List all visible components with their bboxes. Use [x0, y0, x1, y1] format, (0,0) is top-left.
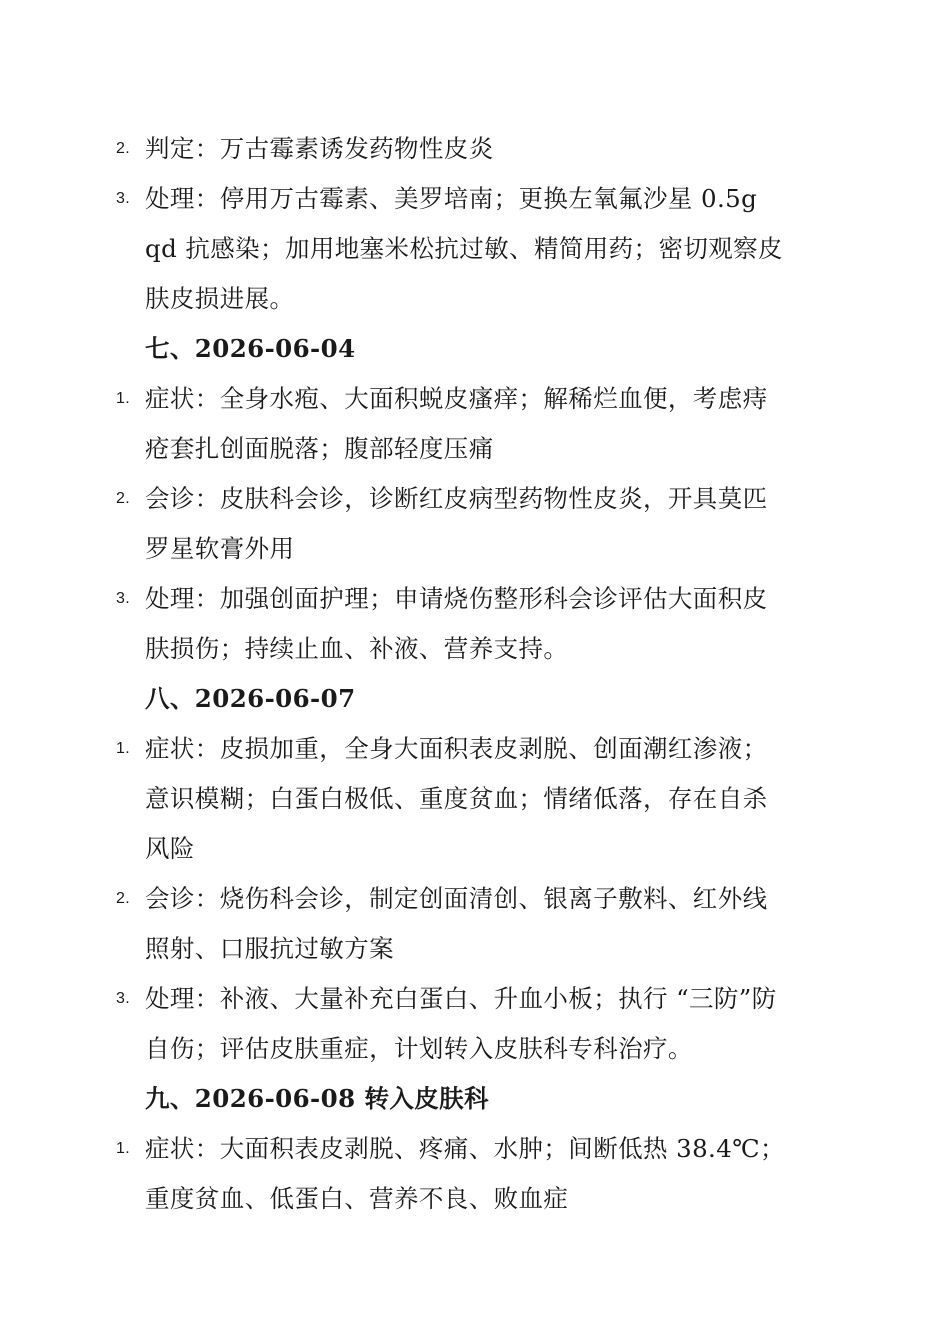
list-item-text: 症状：全身水疱、大面积蜕皮瘙痒；解稀烂血便，考虑痔疮套扎创面脱落；腹部轻度压痛: [145, 384, 768, 463]
list-item: [0, 374, 785, 474]
list-number: 2.: [116, 140, 131, 157]
list-number: 3.: [116, 190, 131, 207]
list-item-text: 症状：大面积表皮剥脱、疼痛、水肿；间断低热 38.4℃；重度贫血、低蛋白、营养不良、败血症: [145, 1134, 785, 1213]
list-number: 3.: [116, 990, 131, 1007]
list-item: [0, 124, 785, 174]
list-number: 2.: [116, 890, 131, 907]
section-heading: 九、2026-06-08 转入皮肤科: [145, 1084, 489, 1113]
list-number: 1.: [116, 390, 131, 407]
list-item-text: 会诊：皮肤科会诊，诊断红皮病型药物性皮炎，开具莫匹罗星软膏外用: [145, 484, 768, 563]
list-item: [0, 1124, 785, 1224]
list-item-text: 症状：皮损加重，全身大面积表皮剥脱、创面潮红渗液；意识模糊；白蛋白极低、重度贫血；情绪低落，存在自杀风险: [145, 734, 768, 863]
list-item: [0, 874, 785, 974]
list-item: [0, 574, 785, 674]
list-number: 1.: [116, 1140, 131, 1157]
list-item: [0, 724, 785, 874]
list-number: 3.: [116, 590, 131, 607]
section-heading: 八、2026-06-07: [145, 684, 356, 713]
document-body: [0, 124, 950, 1224]
list-item-text: 处理：加强创面护理；申请烧伤整形科会诊评估大面积皮肤损伤；持续止血、补液、营养支持。: [145, 584, 768, 663]
list-item-text: 处理：补液、大量补充白蛋白、升血小板；执行 “三防”防自伤；评估皮肤重症，计划转入皮肤科专科治疗。: [145, 984, 777, 1063]
list-item: [0, 174, 785, 324]
section-heading: 七、2026-06-04: [145, 334, 356, 363]
list-item-text: 会诊：烧伤科会诊，制定创面清创、银离子敷料、红外线照射、口服抗过敏方案: [145, 884, 768, 963]
list-item-text: 处理：停用万古霉素、美罗培南；更换左氧氟沙星 0.5g qd 抗感染；加用地塞米松抗过敏、精简用药；密切观察皮肤皮损进展。: [145, 184, 783, 313]
list-number: 1.: [116, 740, 131, 757]
list-item: [0, 974, 785, 1074]
list-item: [0, 474, 785, 574]
list-number: 2.: [116, 490, 131, 507]
list-item-text: 判定：万古霉素诱发药物性皮炎: [145, 134, 494, 163]
